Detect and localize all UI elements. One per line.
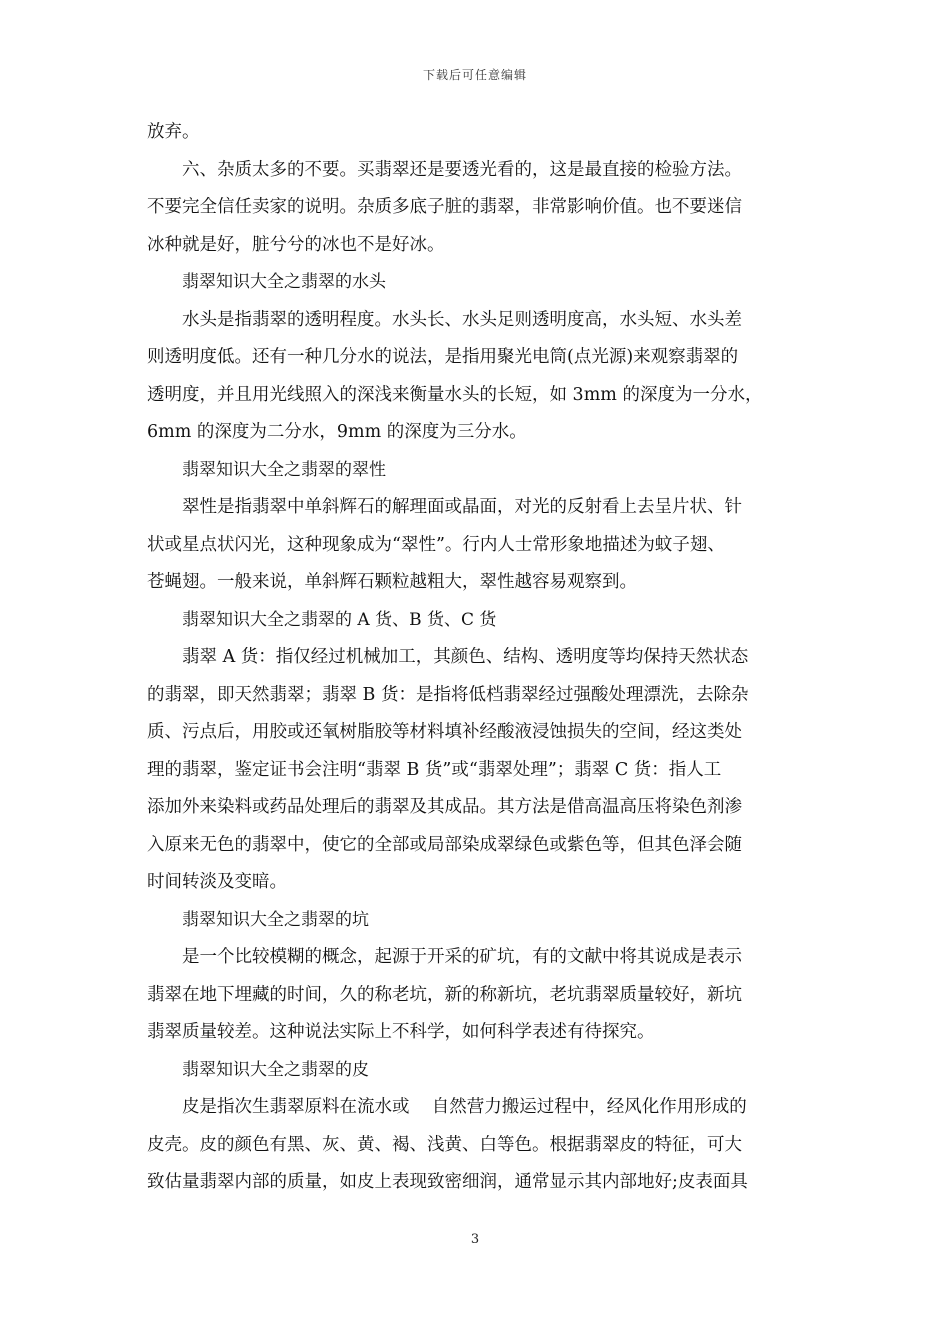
paragraph-line: 质、污点后，用胶或还氧树脂胶等材料填补经酸液浸蚀损失的空间，经这类处 [147, 722, 742, 742]
paragraph-line: 翡翠 A 货：指仅经过机械加工，其颜色、结构、透明度等均保持天然状态 [182, 647, 749, 667]
paragraph-line: 添加外来染料或药品处理后的翡翠及其成品。其方法是借高温高压将染色剂渗 [147, 797, 742, 817]
paragraph-line: 透明度，并且用光线照入的深浅来衡量水头的长短，如 3mm 的深度为一分水， [147, 384, 763, 405]
section-heading: 翡翠知识大全之翡翠的翠性 [182, 459, 386, 480]
paragraph-line: 翠性是指翡翠中单斜辉石的解理面或晶面，对光的反射看上去呈片状、针 [182, 497, 742, 517]
paragraph-line: 皮是指次生翡翠原料在流水或 自然营力搬运过程中，经风化作用形成的 [182, 1097, 747, 1117]
paragraph-line: 不要完全信任卖家的说明。杂质多底子脏的翡翠，非常影响价值。也不要迷信 [147, 197, 742, 217]
document-body [147, 114, 811, 1202]
paragraph-line: 理的翡翠，鉴定证书会注明“翡翠 B 货”或“翡翠处理”；翡翠 C 货：指人工 [147, 759, 722, 780]
paragraph-line: 致估量翡翠内部的质量，如皮上表现致密细润，通常显示其内部地好;皮表面具 [147, 1172, 748, 1192]
section-heading: 翡翠知识大全之翡翠的 A 货、B 货、C 货 [182, 609, 497, 630]
paragraph-line: 水头是指翡翠的透明程度。水头长、水头足则透明度高，水头短、水头差 [182, 309, 742, 330]
section-heading: 翡翠知识大全之翡翠的皮 [182, 1059, 369, 1080]
section-heading: 翡翠知识大全之翡翠的水头 [182, 272, 386, 292]
paragraph-line: 苍蝇翅。一般来说，单斜辉石颗粒越粗大，翠性越容易观察到。 [147, 572, 637, 592]
paragraph-line: 则透明度低。还有一种几分水的说法，是指用聚光电筒(点光源)来观察翡翠的 [147, 347, 739, 367]
paragraph-line: 入原来无色的翡翠中，使它的全部或局部染成翠绿色或紫色等，但其色泽会随 [147, 834, 742, 855]
paragraph-line: 翡翠质量较差。这种说法实际上不科学，如何科学表述有待探究。 [147, 1022, 655, 1042]
paragraph-line: 时间转淡及变暗。 [147, 872, 287, 892]
paragraph-line: 的翡翠，即天然翡翠；翡翠 B 货：是指将低档翡翠经过强酸处理漂洗，去除杂 [147, 684, 749, 705]
page-number: 3 [470, 1232, 480, 1247]
paragraph-line: 皮壳。皮的颜色有黑、灰、黄、褐、浅黄、白等色。根据翡翠皮的特征，可大 [147, 1134, 742, 1155]
paragraph-line: 翡翠在地下埋藏的时间，久的称老坑，新的称新坑，老坑翡翠质量较好，新坑 [147, 984, 742, 1005]
paragraph-line: 状或星点状闪光，这种现象成为“翠性”。行内人士常形象地描述为蚊子翅、 [147, 534, 725, 555]
paragraph-line: 放弃。 [147, 122, 200, 142]
paragraph-line: 是一个比较模糊的概念，起源于开采的矿坑，有的文献中将其说成是表示 [182, 947, 742, 967]
page-header: 下载后可任意编辑 [422, 68, 527, 82]
section-heading: 翡翠知识大全之翡翠的坑 [182, 909, 369, 930]
paragraph-line: 6mm 的深度为二分水，9mm 的深度为三分水。 [147, 422, 527, 442]
paragraph-line: 六、杂质太多的不要。买翡翠还是要透光看的，这是最直接的检验方法。 [182, 159, 742, 180]
paragraph-line: 冰种就是好，脏兮兮的冰也不是好冰。 [147, 234, 445, 255]
